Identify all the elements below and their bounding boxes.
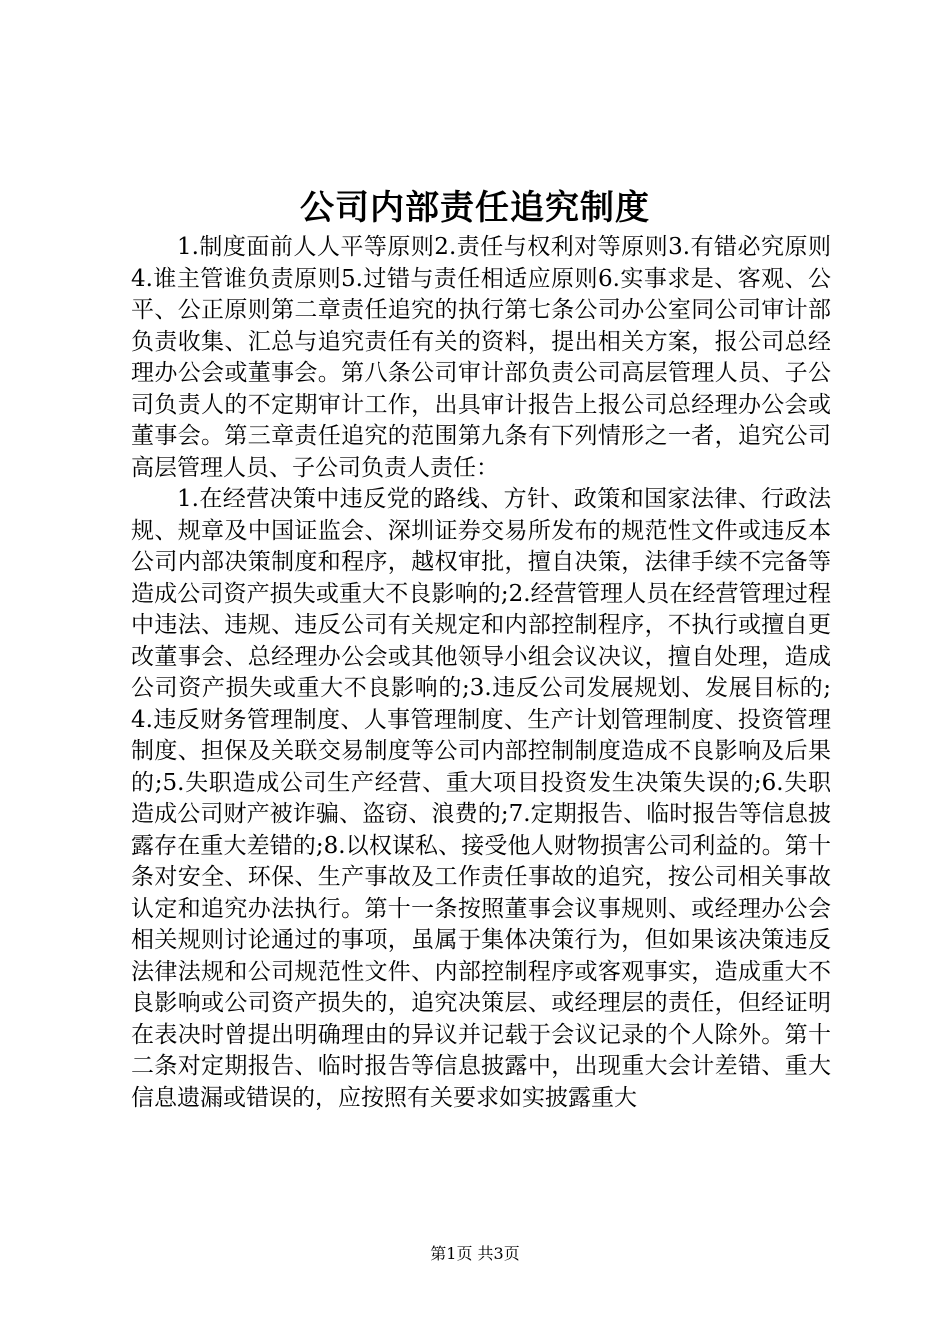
paragraph-2: 1.在经营决策中违反党的路线、方针、政策和国家法律、行政法规、规章及中国证监会、深圳证券交易所发布的规范性文件或违反本公司内部决策制度和程序，越权审批，擅自决策，法律手续不完备等造成公司资产损失或重大不良影响的;2.经营管理人员在经营管理过程中违法、违规、违反公司有关规定和内部控制程序，不执行或擅自更改董事会、总经理办公会或其他领导小组会议决议，擅自处理，造成公司资产损失或重大不良影响的;3.违反公司发展规划、发展目标的;4.违反财务管理制度、人事管理制度、生产计划管理制度、投资管理制度、担保及关联交易制度等公司内部控制制度造成不良影响及后果的;5.失职造成公司生产经营、重大项目投资发生决策失误的;6.失职造成公司财产被诈骗、盗窃、浪费的;7.定期报告、临时报告等信息披露存在重大差错的;8.以权谋私、接受他人财物损害公司利益的。第十条对安全、环保、生产事故及工作责任事故的追究，按公司相关事故认定和追究办法执行。第十一条按照董事会议事规则、或经理办公会相关规则讨论通过的事项，虽属于集体决策行为，但如果该决策违反法律法规和公司规范性文件、内部控制程序或客观事实，造成重大不良影响或公司资产损失的，追究决策层、或经理层的责任，但经证明在表决时曾提出明确理由的异议并记载于会议记录的个人除外。第十二条对定期报告、临时报告等信息披露中，出现重大会计差错、重大信息遗漏或错误的，应按照有关要求如实披露重大 (131, 486, 831, 1111)
paragraph-1: 1.制度面前人人平等原则2.责任与权利对等原则3.有错必究原则4.谁主管谁负责原则5.过错与责任相适应原则6.实事求是、客观、公平、公正原则第二章责任追究的执行第七条公司办公室同公司审计部负责收集、汇总与追究责任有关的资料，提出相关方案，报公司总经理办公会或董事会。第八条公司审计部负责公司高层管理人员、子公司负责人的不定期审计工作，出具审计报告上报公司总经理办公会或董事会。第三章责任追究的范围第九条有下列情形之一者，追究公司高层管理人员、子公司负责人责任： (131, 234, 831, 481)
document-title: 公司内部责任追究制度 (300, 188, 650, 228)
page-number: 第1页 共3页 (430, 1244, 520, 1263)
document-body (131, 232, 831, 1114)
